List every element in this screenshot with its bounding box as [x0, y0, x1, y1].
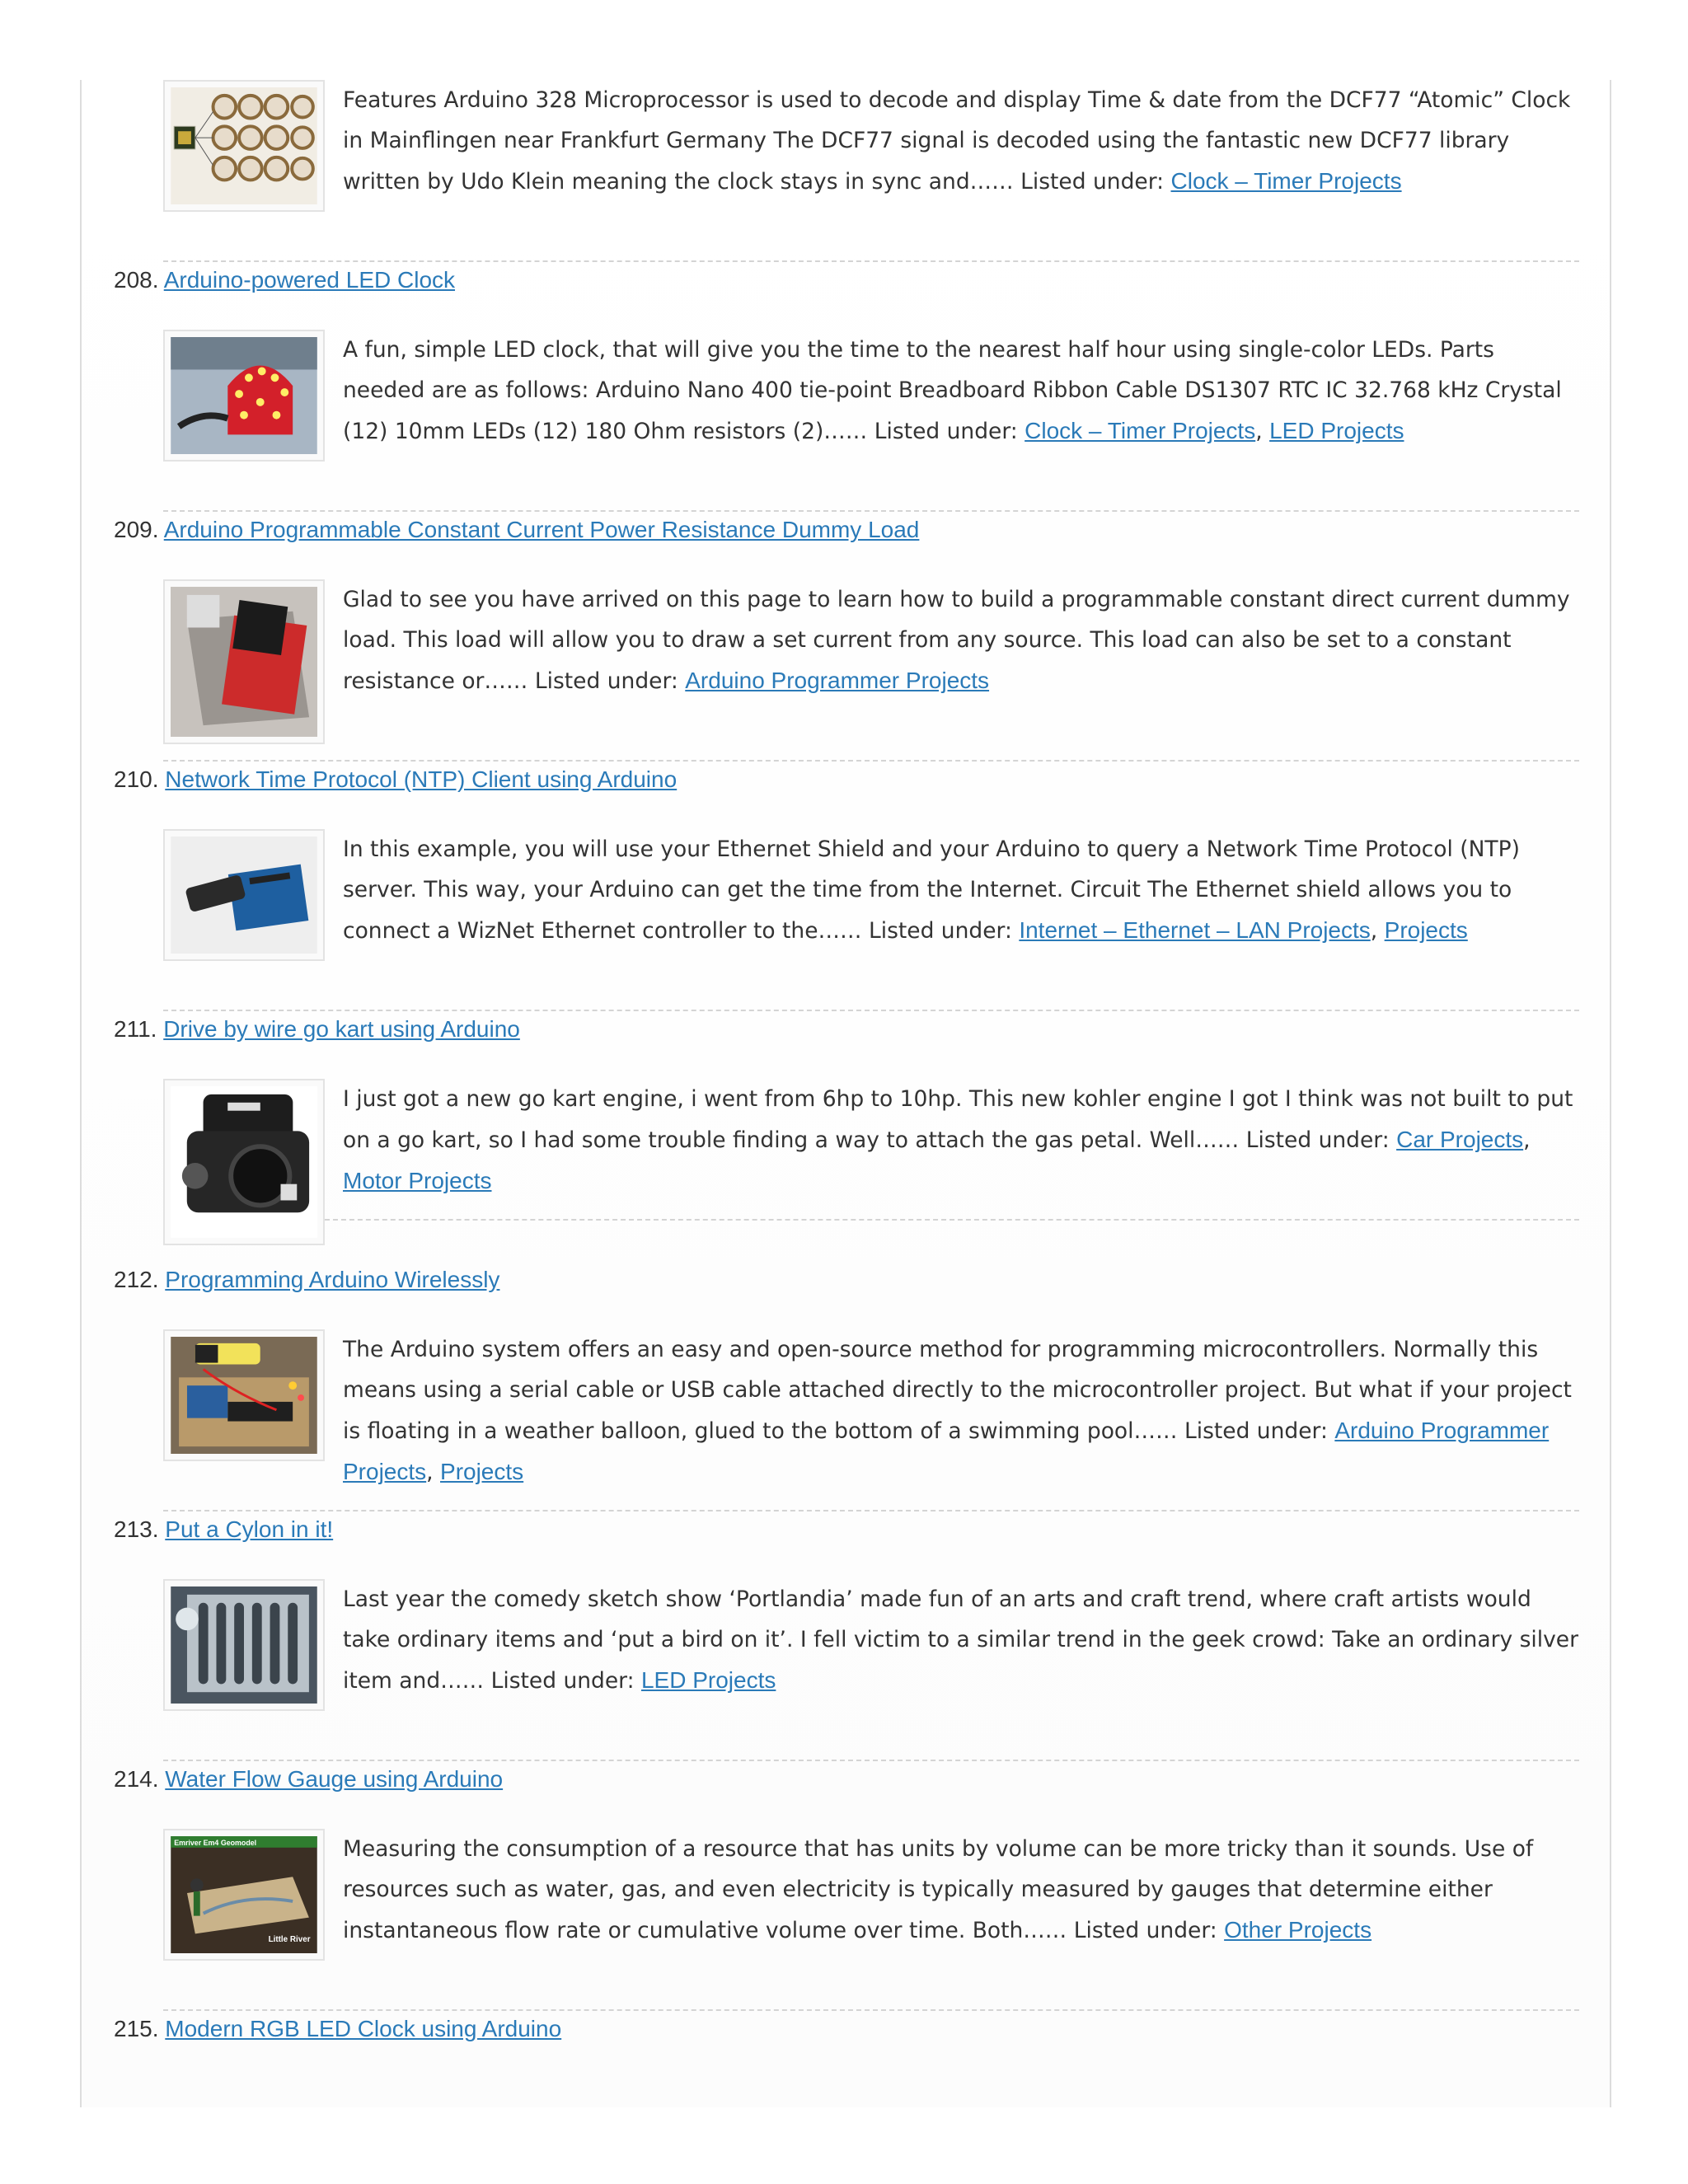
category-link[interactable]: Projects: [440, 1459, 524, 1484]
entry-separator: [163, 1760, 1579, 1761]
category-link[interactable]: Other Projects: [1224, 1917, 1372, 1943]
entry-description: Glad to see you have arrived on this page to learn how to build a programmable constant direct current dummy load. This load will allow you to draw a set current from any source. This load can also be set to a constant resistance or……: [343, 587, 1570, 694]
category-link[interactable]: Internet – Ethernet – LAN Projects: [1019, 917, 1371, 943]
led-clock-thumbnail-icon: [171, 337, 317, 454]
entry-heading: [114, 515, 919, 545]
entry-title-link[interactable]: Modern RGB LED Clock using Arduino: [165, 2016, 562, 2041]
ethernet-shield-thumbnail-icon: [171, 837, 317, 954]
entry-number: 212.: [114, 1267, 159, 1292]
entry-description-block: I just got a new go kart engine, i went from 6hp to 10hp. This new kohler engine I got I think was not built to put on a go kart, so I had some trouble finding a way to attach the gas petal. Well…… Listed under: Car Projects, Motor Projects: [343, 1086, 1573, 1193]
entry-thumbnail[interactable]: [163, 1079, 325, 1245]
entry-separator: [163, 1010, 1579, 1011]
entry-heading: [114, 265, 455, 295]
entry-description: Last year the comedy sketch show ‘Portlandia’ made fun of an arts and craft trend, where craft artists would take ordinary items and ‘put a bird on it’. I fell victim to a similar trend in the geek crowd: Take an ordinary silver item and……: [343, 1586, 1578, 1694]
listed-under-label: Listed under:: [1020, 169, 1165, 194]
entry-description-block: A fun, simple LED clock, that will give you the time to the nearest half hour using single-color LEDs. Parts needed are as follows: Arduino Nano 400 tie-point Breadboard Ribbon Cable DS1307 RTC IC 32.768 kHz Crystal (12) 10mm LEDs (12) 180 Ohm resistors (2)…… Listed under: Clock – Timer Projects, LED Projects: [343, 337, 1562, 444]
entry-title-link[interactable]: Network Time Protocol (NTP) Client using Arduino: [165, 766, 678, 792]
dummy-load-thumbnail-icon: [171, 587, 317, 737]
thumbnail-caption-bottom: Little River: [268, 1935, 311, 1945]
entry-description: In this example, you will use your Ethernet Shield and your Arduino to query a Network Time Protocol (NTP) server. This way, your Arduino can get the time from the Internet. Circuit The Ethernet shield allows you to connect a WizNet Ethernet controller to the……: [343, 837, 1520, 944]
wireless-board-thumbnail-icon: [171, 1337, 317, 1454]
entry-title-link[interactable]: Programming Arduino Wirelessly: [165, 1267, 500, 1292]
entry-description: A fun, simple LED clock, that will give you the time to the nearest half hour using single-color LEDs. Parts needed are as follows: Arduino Nano 400 tie-point Breadboard Ribbon Cable DS1307 RTC IC 32.768 kHz Crystal (12) 10mm LEDs (12) 180 Ohm resistors (2)……: [343, 337, 1562, 444]
listed-under-label: Listed under:: [1184, 1418, 1328, 1444]
entry-separator: [163, 2009, 1579, 2011]
entry-number: 213.: [114, 1516, 159, 1542]
entry-separator: [163, 260, 1579, 262]
entry-description: Measuring the consumption of a resource that has units by volume can be more tricky than it sounds. Use of resources such as water, gas, and even electricity is typically measured by gauges that determine either instantaneous flow rate or cumulative volume over time. Both……: [343, 1836, 1534, 1943]
entry-thumbnail[interactable]: [163, 1829, 325, 1961]
category-link[interactable]: Clock – Timer Projects: [1025, 418, 1256, 443]
entry-heading: [114, 1515, 333, 1544]
entry-thumbnail[interactable]: [163, 579, 325, 744]
category-link[interactable]: Clock – Timer Projects: [1170, 168, 1402, 194]
entry-heading: [114, 765, 677, 794]
listed-under-label: Listed under:: [868, 918, 1012, 944]
entry-separator: [163, 510, 1579, 512]
listed-under-label: Listed under:: [874, 419, 1018, 444]
jeep-grille-thumbnail-icon: [171, 1586, 317, 1704]
entry-separator: [163, 1510, 1579, 1511]
entry-number: 210.: [114, 766, 159, 792]
listed-under-label: Listed under:: [1245, 1127, 1390, 1153]
category-link[interactable]: Car Projects: [1396, 1127, 1524, 1152]
category-link[interactable]: Motor Projects: [343, 1168, 492, 1193]
entry-thumbnail[interactable]: [163, 829, 325, 961]
entry-heading: [114, 1015, 520, 1044]
entry-separator: [163, 760, 1579, 762]
entry-thumbnail[interactable]: [163, 1329, 325, 1461]
listed-under-label: Listed under:: [490, 1668, 635, 1694]
entry-description: The Arduino system offers an easy and open-source method for programming microcontrollers. Normally this means using a serial cable or USB cable attached directly to the microcontroller project. But what if your project is floating in a weather balloon, glued to the bottom of a swimming pool……: [343, 1337, 1572, 1444]
entry-title-link[interactable]: Arduino-powered LED Clock: [163, 267, 456, 293]
entry-title-link[interactable]: Put a Cylon in it!: [165, 1516, 334, 1542]
entry-description-block: [343, 80, 1581, 202]
entry-number: 214.: [114, 1766, 159, 1792]
entry-description-block: The Arduino system offers an easy and open-source method for programming microcontrollers. Normally this means using a serial cable or USB cable attached directly to the microcontroller project. But what if your project is floating in a weather balloon, glued to the bottom of a swimming pool…… Listed under: Arduino Programmer Projects, Projects: [343, 1337, 1572, 1485]
entry-description-block: [343, 1579, 1581, 1701]
entry-number: 209.: [114, 517, 159, 542]
clock-faces-thumbnail-icon: [171, 87, 317, 204]
listed-under-label: Listed under:: [534, 668, 678, 694]
entry-number: 208.: [114, 267, 159, 293]
entry-number: 211.: [114, 1016, 157, 1042]
category-link[interactable]: Arduino Programmer Projects: [343, 1418, 1550, 1484]
entry-title-link[interactable]: Drive by wire go kart using Arduino: [163, 1016, 520, 1042]
entry-description-block: [343, 579, 1581, 701]
entry-thumbnail[interactable]: [163, 330, 325, 462]
entry-description: I just got a new go kart engine, i went from 6hp to 10hp. This new kohler engine I got I think was not built to put on a go kart, so I had some trouble finding a way to attach the gas petal. Well……: [343, 1086, 1573, 1153]
entry-heading: [114, 1265, 499, 1295]
category-link[interactable]: Projects: [1384, 917, 1468, 943]
river-model-thumbnail-icon: [171, 1836, 317, 1953]
entry-number: 215.: [114, 2016, 159, 2041]
entry-description-block: In this example, you will use your Ethernet Shield and your Arduino to query a Network Time Protocol (NTP) server. This way, your Arduino can get the time from the Internet. Circuit The Ethernet shield allows you to connect a WizNet Ethernet controller to the…… Listed under: Internet – Ethernet – LAN Projects, Projects: [343, 837, 1520, 944]
category-link[interactable]: LED Projects: [640, 1667, 776, 1693]
category-link[interactable]: LED Projects: [1269, 418, 1404, 443]
entry-thumbnail[interactable]: [163, 80, 325, 212]
entry-thumbnail[interactable]: [163, 1579, 325, 1711]
entry-description: Features Arduino 328 Microprocessor is used to decode and display Time & date from the DCF77 “Atomic” Clock in Mainflingen near Frankfurt Germany The DCF77 signal is decoded using the fantastic new DCF77 library written by Udo Klein meaning the clock stays in sync and……: [343, 87, 1571, 194]
entry-title-link[interactable]: Water Flow Gauge using Arduino: [165, 1766, 504, 1792]
engine-thumbnail-icon: [171, 1086, 317, 1238]
listed-under-label: Listed under:: [1073, 1918, 1217, 1943]
entry-separator: [325, 1219, 1579, 1221]
entry-description-block: [343, 1829, 1581, 1951]
entry-heading: [114, 2014, 561, 2044]
entry-heading: [114, 1765, 503, 1794]
category-link[interactable]: Arduino Programmer Projects: [685, 668, 990, 693]
entry-title-link[interactable]: Arduino Programmable Constant Current Power Resistance Dummy Load: [163, 517, 920, 542]
thumbnail-caption-top: Emriver Em4 Geomodel: [174, 1838, 257, 1847]
